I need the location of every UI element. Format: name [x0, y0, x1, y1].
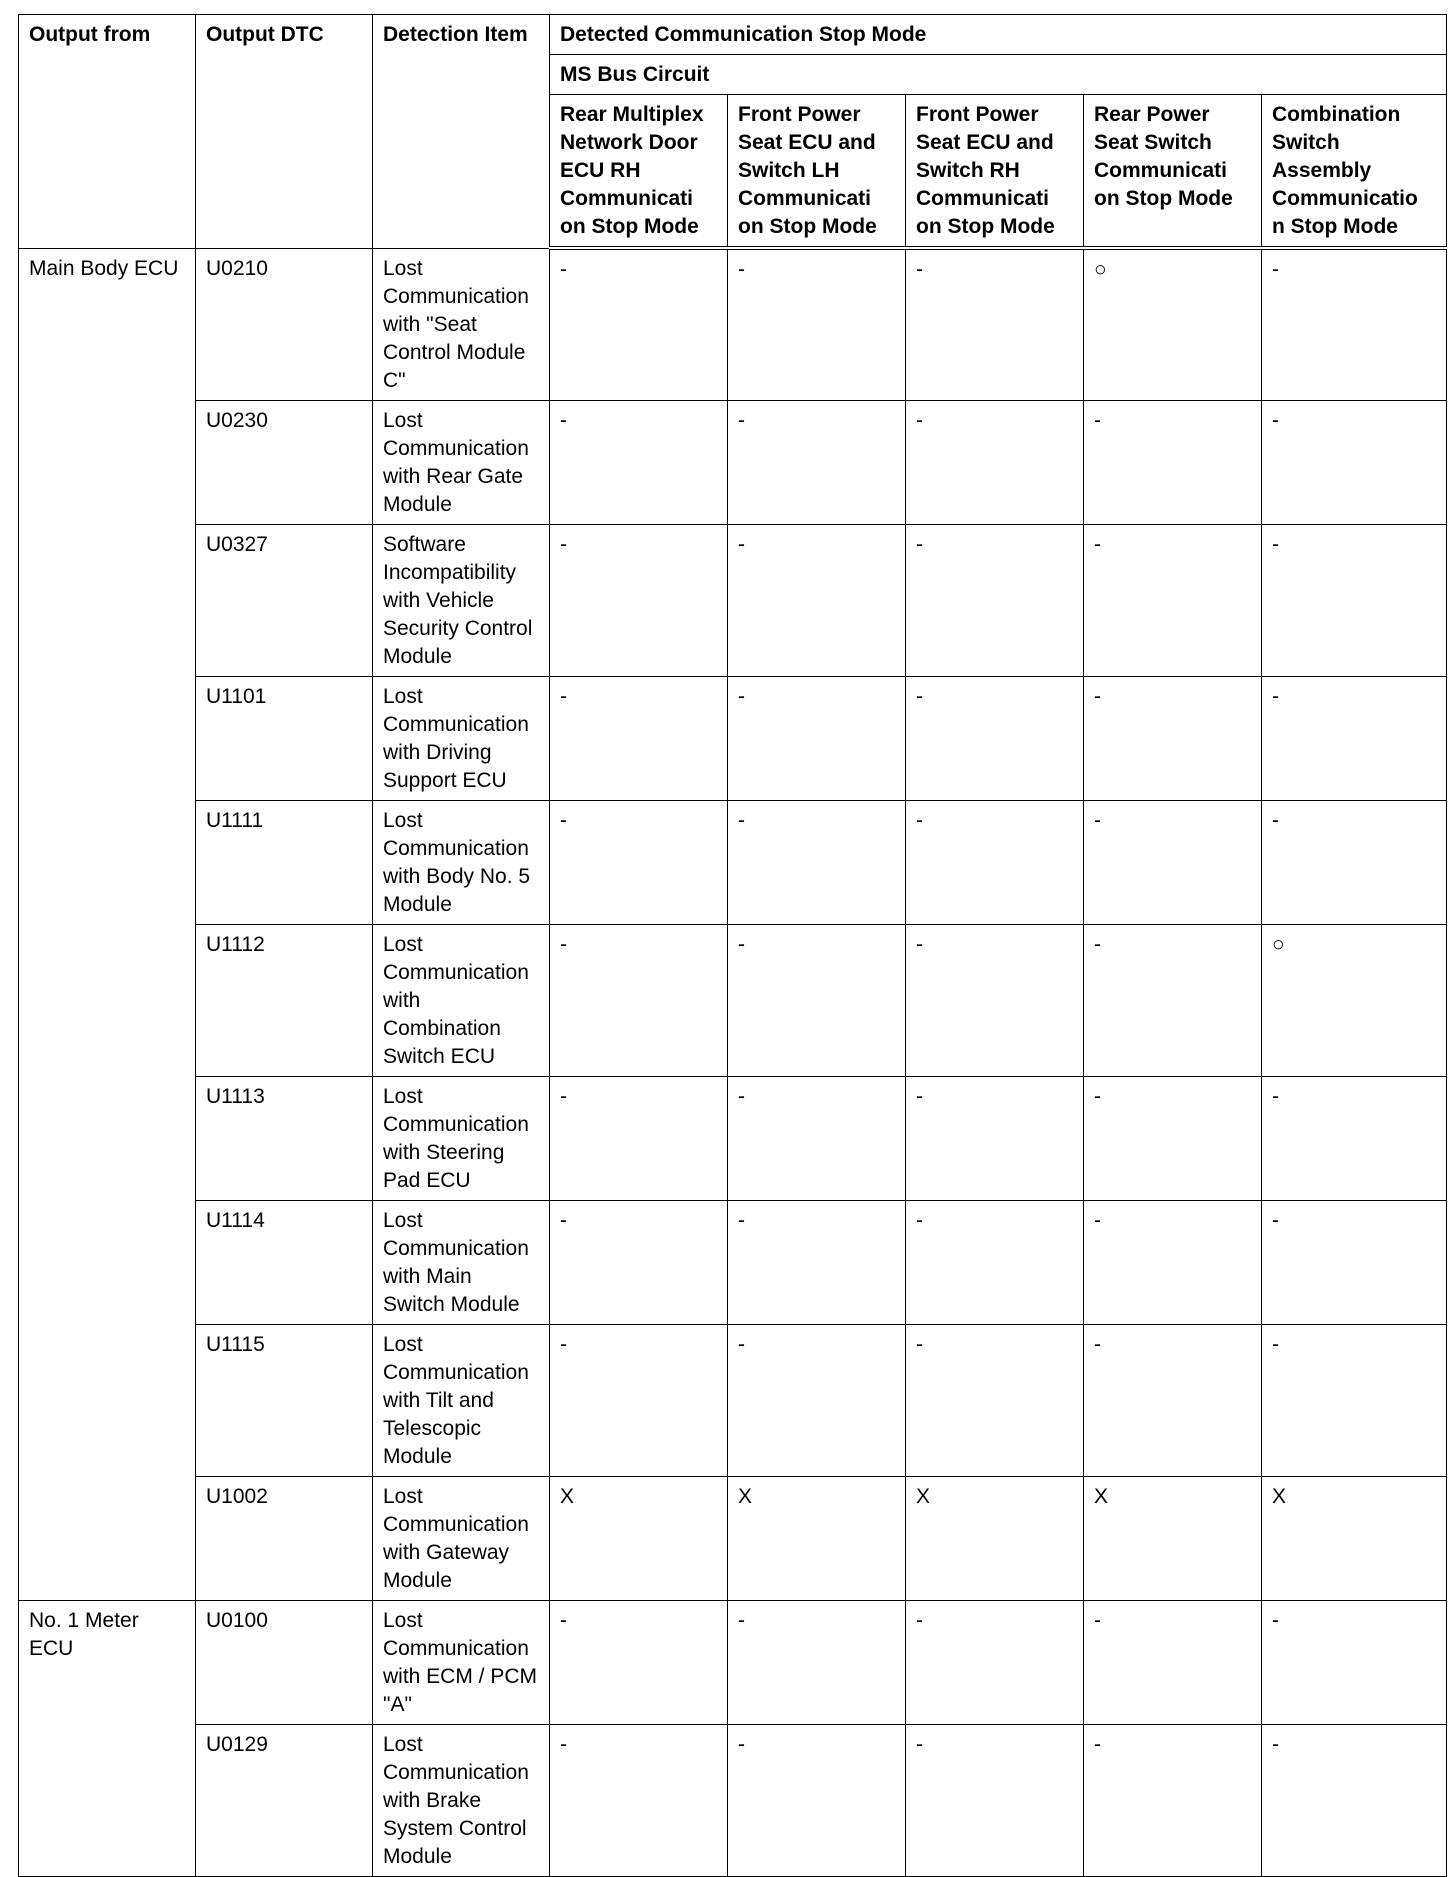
- dash-symbol: -: [738, 1608, 745, 1632]
- dtc-code-cell: U1002: [196, 1476, 373, 1600]
- mode-cell: [728, 1724, 906, 1876]
- table-row: [19, 1200, 1447, 1324]
- mode-cell: [1262, 248, 1447, 400]
- dtc-code-cell: U1111: [196, 800, 373, 924]
- x-symbol: X: [916, 1484, 931, 1508]
- detection-item-cell: Lost Communication with ECM / PCM "A": [373, 1600, 550, 1724]
- mode-cell: [1262, 1600, 1447, 1724]
- header-mode-1: Rear Multiplex Network Door ECU RH Communicati on Stop Mode: [550, 95, 728, 249]
- x-symbol: X: [738, 1484, 753, 1508]
- dash-symbol: -: [1272, 1608, 1279, 1632]
- table-row: [19, 1324, 1447, 1476]
- dash-symbol: -: [738, 1332, 745, 1356]
- table-row: [19, 524, 1447, 676]
- header-detection-item: Detection Item: [373, 15, 550, 249]
- table-row: [19, 1600, 1447, 1724]
- dtc-table: [18, 14, 1447, 1877]
- dash-symbol: -: [738, 258, 745, 281]
- mode-cell: [728, 1076, 906, 1200]
- mode-cell: [1084, 524, 1262, 676]
- mode-cell: [906, 1724, 1084, 1876]
- dash-symbol: -: [738, 684, 745, 708]
- mode-cell: [906, 524, 1084, 676]
- header-bus-circuit: MS Bus Circuit: [550, 55, 1447, 95]
- dash-symbol: -: [738, 408, 745, 432]
- dash-symbol: -: [1272, 684, 1279, 708]
- dash-symbol: -: [1094, 1084, 1101, 1108]
- mode-cell: [728, 800, 906, 924]
- mode-cell: [728, 1200, 906, 1324]
- detection-item-cell: Lost Communication with Rear Gate Module: [373, 400, 550, 524]
- dash-symbol: -: [738, 932, 745, 956]
- mode-cell: [728, 1476, 906, 1600]
- mode-cell: [1084, 1476, 1262, 1600]
- header-detected-mode: Detected Communication Stop Mode: [550, 15, 1447, 55]
- table-row: [19, 800, 1447, 924]
- mode-cell: [1262, 1476, 1447, 1600]
- mode-cell: [1262, 800, 1447, 924]
- dash-symbol: -: [916, 932, 923, 956]
- dash-symbol: -: [1094, 1732, 1101, 1756]
- mode-cell: [906, 1200, 1084, 1324]
- dash-symbol: -: [1272, 408, 1279, 432]
- dtc-code-cell: U1113: [196, 1076, 373, 1200]
- dash-symbol: -: [1094, 932, 1101, 956]
- dash-symbol: -: [1094, 408, 1101, 432]
- mode-cell: [906, 400, 1084, 524]
- dash-symbol: -: [916, 532, 923, 556]
- mode-cell: [550, 1600, 728, 1724]
- dash-symbol: -: [738, 532, 745, 556]
- mode-cell: [906, 676, 1084, 800]
- dash-symbol: -: [560, 1608, 567, 1632]
- header-mode-2: Front Power Seat ECU and Switch LH Communicati on Stop Mode: [728, 95, 906, 249]
- mode-cell: [550, 400, 728, 524]
- mode-cell: [728, 524, 906, 676]
- output-from-cell: No. 1 Meter ECU: [19, 1600, 196, 1876]
- dash-symbol: -: [1094, 1332, 1101, 1356]
- table-row: [19, 400, 1447, 524]
- dash-symbol: -: [1272, 1732, 1279, 1756]
- header-mode-3: Front Power Seat ECU and Switch RH Communicati on Stop Mode: [906, 95, 1084, 249]
- table-row: [19, 676, 1447, 800]
- dash-symbol: -: [1272, 532, 1279, 556]
- dash-symbol: -: [1094, 1208, 1101, 1232]
- mode-cell: [1084, 248, 1262, 400]
- dtc-code-cell: U0327: [196, 524, 373, 676]
- header-mode-5: Combination Switch Assembly Communicatio n Stop Mode: [1262, 95, 1447, 249]
- dash-symbol: -: [916, 1608, 923, 1632]
- mode-cell: [1084, 924, 1262, 1076]
- dtc-code-cell: U0230: [196, 400, 373, 524]
- mode-cell: [1262, 1076, 1447, 1200]
- table-row: [19, 924, 1447, 1076]
- mode-cell: [1084, 1324, 1262, 1476]
- x-symbol: X: [1094, 1484, 1109, 1508]
- dtc-code-cell: U0129: [196, 1724, 373, 1876]
- mode-cell: [550, 1724, 728, 1876]
- mode-cell: [728, 1600, 906, 1724]
- mode-cell: [550, 800, 728, 924]
- dtc-code-cell: U1114: [196, 1200, 373, 1324]
- mode-cell: [1084, 400, 1262, 524]
- dash-symbol: -: [738, 1084, 745, 1108]
- mode-cell: [550, 248, 728, 400]
- dash-symbol: -: [1272, 1084, 1279, 1108]
- detection-item-cell: Lost Communication with Body No. 5 Module: [373, 800, 550, 924]
- mode-cell: [906, 1476, 1084, 1600]
- output-from-cell: Main Body ECU: [19, 248, 196, 1600]
- dash-symbol: -: [1094, 684, 1101, 708]
- dash-symbol: -: [738, 808, 745, 832]
- table-row: [19, 1076, 1447, 1200]
- dash-symbol: -: [916, 808, 923, 832]
- mode-cell: [906, 248, 1084, 400]
- mode-cell: [1084, 1076, 1262, 1200]
- mode-cell: [1084, 1200, 1262, 1324]
- dash-symbol: -: [916, 1732, 923, 1756]
- table-row: [19, 248, 1447, 400]
- mode-cell: [550, 676, 728, 800]
- mode-cell: [1262, 524, 1447, 676]
- mode-cell: [1084, 1724, 1262, 1876]
- mode-cell: [550, 1476, 728, 1600]
- dash-symbol: -: [1094, 532, 1101, 556]
- detection-item-cell: Lost Communication with Gateway Module: [373, 1476, 550, 1600]
- dash-symbol: -: [1272, 808, 1279, 832]
- mode-cell: [728, 400, 906, 524]
- mode-cell: [1262, 676, 1447, 800]
- dash-symbol: -: [560, 932, 567, 956]
- mode-cell: [1262, 924, 1447, 1076]
- dash-symbol: -: [738, 1732, 745, 1756]
- header-output-dtc: Output DTC: [196, 15, 373, 249]
- mode-cell: [1084, 676, 1262, 800]
- dash-symbol: -: [560, 684, 567, 708]
- dash-symbol: -: [916, 1208, 923, 1232]
- dash-symbol: -: [560, 1084, 567, 1108]
- mode-cell: [906, 1076, 1084, 1200]
- header-output-from: Output from: [19, 15, 196, 249]
- dash-symbol: -: [560, 1208, 567, 1232]
- dash-symbol: -: [738, 1208, 745, 1232]
- mode-cell: [550, 924, 728, 1076]
- header-mode-4: Rear Power Seat Switch Communicati on Stop Mode: [1084, 95, 1262, 249]
- dash-symbol: -: [560, 1732, 567, 1756]
- dash-symbol: -: [916, 408, 923, 432]
- mode-cell: [728, 924, 906, 1076]
- dash-symbol: -: [1094, 808, 1101, 832]
- circle-symbol: ○: [1272, 932, 1285, 956]
- detection-item-cell: Lost Communication with Main Switch Module: [373, 1200, 550, 1324]
- detection-item-cell: Lost Communication with Combination Switch ECU: [373, 924, 550, 1076]
- x-symbol: X: [560, 1484, 575, 1508]
- mode-cell: [906, 924, 1084, 1076]
- detection-item-cell: Lost Communication with Steering Pad ECU: [373, 1076, 550, 1200]
- dtc-code-cell: U0100: [196, 1600, 373, 1724]
- detection-item-cell: Lost Communication with Tilt and Telescopic Module: [373, 1324, 550, 1476]
- detection-item-cell: Lost Communication with "Seat Control Module C": [373, 248, 550, 400]
- dtc-code-cell: U1115: [196, 1324, 373, 1476]
- dash-symbol: -: [916, 1084, 923, 1108]
- mode-cell: [1084, 1600, 1262, 1724]
- mode-cell: [728, 248, 906, 400]
- dash-symbol: -: [916, 258, 923, 281]
- detection-item-cell: Software Incompatibility with Vehicle Security Control Module: [373, 524, 550, 676]
- dtc-code-cell: U1101: [196, 676, 373, 800]
- mode-cell: [550, 1076, 728, 1200]
- mode-cell: [1262, 400, 1447, 524]
- dash-symbol: -: [1272, 1332, 1279, 1356]
- dash-symbol: -: [916, 684, 923, 708]
- mode-cell: [1262, 1324, 1447, 1476]
- mode-cell: [906, 1324, 1084, 1476]
- dash-symbol: -: [560, 1332, 567, 1356]
- dash-symbol: -: [1272, 1208, 1279, 1232]
- mode-cell: [906, 1600, 1084, 1724]
- dash-symbol: -: [560, 532, 567, 556]
- dash-symbol: -: [1272, 258, 1279, 281]
- dash-symbol: -: [560, 258, 567, 281]
- mode-cell: [550, 524, 728, 676]
- mode-cell: [550, 1324, 728, 1476]
- dash-symbol: -: [560, 808, 567, 832]
- mode-cell: [1084, 800, 1262, 924]
- mode-cell: [1262, 1200, 1447, 1324]
- dtc-code-cell: U0210: [196, 248, 373, 400]
- dtc-code-cell: U1112: [196, 924, 373, 1076]
- dash-symbol: -: [916, 1332, 923, 1356]
- x-symbol: X: [1272, 1484, 1287, 1508]
- mode-cell: [1262, 1724, 1447, 1876]
- mode-cell: [906, 800, 1084, 924]
- table-row: [19, 1724, 1447, 1876]
- mode-cell: [728, 1324, 906, 1476]
- detection-item-cell: Lost Communication with Brake System Control Module: [373, 1724, 550, 1876]
- detection-item-cell: Lost Communication with Driving Support ECU: [373, 676, 550, 800]
- mode-cell: [728, 676, 906, 800]
- dash-symbol: -: [1094, 1608, 1101, 1632]
- table-row: [19, 1476, 1447, 1600]
- circle-symbol: ○: [1094, 258, 1107, 281]
- mode-cell: [550, 1200, 728, 1324]
- dash-symbol: -: [560, 408, 567, 432]
